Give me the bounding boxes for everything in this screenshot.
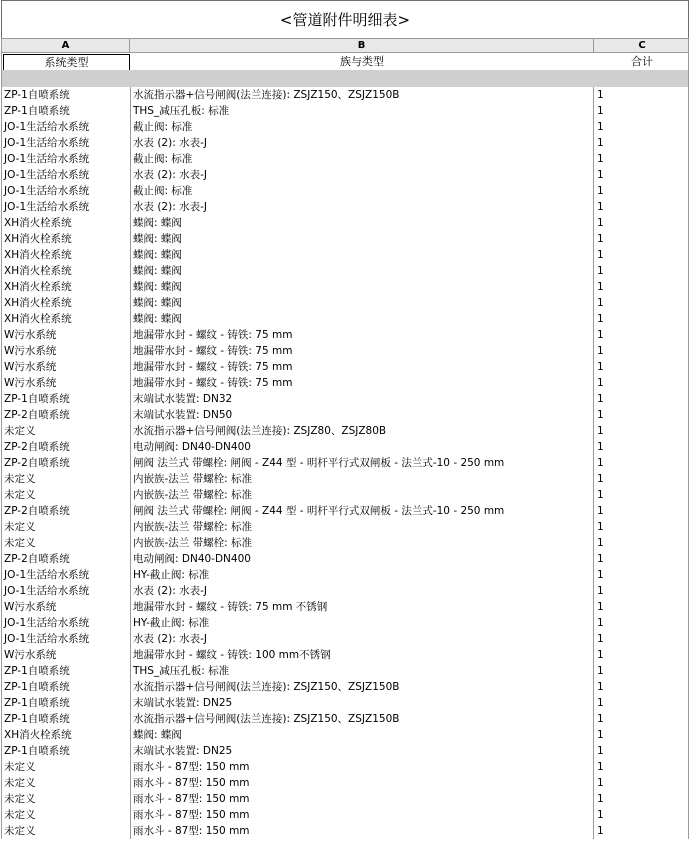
table-row[interactable] — [1, 823, 689, 839]
cell-system-type[interactable]: 未定义 — [4, 489, 36, 501]
cell-count[interactable]: 1 — [597, 569, 604, 581]
cell-system-type[interactable]: JO-1生活给水系统 — [4, 585, 90, 597]
cell-count[interactable]: 1 — [597, 473, 604, 485]
cell-system-type[interactable]: JO-1生活给水系统 — [4, 121, 90, 133]
cell-system-type[interactable]: 未定义 — [4, 521, 36, 533]
cell-system-type[interactable]: JO-1生活给水系统 — [4, 185, 90, 197]
cell-count[interactable]: 1 — [597, 489, 604, 501]
table-row[interactable] — [1, 103, 689, 119]
table-row[interactable] — [1, 487, 689, 503]
table-row[interactable] — [1, 711, 689, 727]
cell-family-type[interactable]: 地漏带水封 - 螺纹 - 铸铁: 75 mm — [130, 375, 594, 391]
table-row[interactable] — [1, 695, 689, 711]
cell-family-type[interactable]: 水流指示器+信号闸阀(法兰连接): ZSJZ150、ZSJZ150B — [130, 87, 594, 103]
cell-count[interactable]: 1 — [597, 185, 604, 197]
table-row[interactable] — [1, 439, 689, 455]
cell-system-type[interactable]: ZP-1自喷系统 — [4, 393, 70, 405]
cell-count[interactable]: 1 — [597, 169, 604, 181]
cell-count[interactable]: 1 — [597, 665, 604, 677]
cell-count[interactable]: 1 — [597, 745, 604, 757]
cell-count[interactable]: 1 — [597, 345, 604, 357]
cell-system-type[interactable]: 未定义 — [4, 825, 36, 837]
table-row[interactable] — [1, 135, 689, 151]
table-row[interactable] — [1, 503, 689, 519]
cell-system-type[interactable]: 未定义 — [4, 809, 36, 821]
cell-system-type[interactable]: XH消火栓系统 — [4, 281, 72, 293]
cell-family-type[interactable]: 水表 (2): 水表-J — [130, 199, 594, 215]
cell-system-type[interactable]: W污水系统 — [4, 649, 57, 661]
table-row[interactable] — [1, 807, 689, 823]
cell-system-type[interactable]: ZP-1自喷系统 — [4, 105, 70, 117]
cell-system-type[interactable]: XH消火栓系统 — [4, 233, 72, 245]
cell-system-type[interactable]: XH消火栓系统 — [4, 729, 72, 741]
table-row[interactable] — [1, 199, 689, 215]
cell-family-type[interactable]: 电动闸阀: DN40-DN400 — [130, 439, 594, 455]
cell-family-type[interactable]: 蝶阀: 蝶阀 — [130, 263, 594, 279]
cell-family-type[interactable]: 水表 (2): 水表-J — [130, 583, 594, 599]
table-row[interactable] — [1, 407, 689, 423]
cell-family-type[interactable]: 地漏带水封 - 螺纹 - 铸铁: 100 mm不锈钢 — [130, 647, 594, 663]
table-row[interactable] — [1, 119, 689, 135]
cell-family-type[interactable]: 水表 (2): 水表-J — [130, 135, 594, 151]
cell-system-type[interactable]: 未定义 — [4, 537, 36, 549]
cell-system-type[interactable]: ZP-1自喷系统 — [4, 665, 70, 677]
header-row — [1, 53, 689, 70]
table-row[interactable] — [1, 471, 689, 487]
table-row[interactable] — [1, 151, 689, 167]
cell-count[interactable]: 1 — [597, 809, 604, 821]
cell-system-type[interactable]: XH消火栓系统 — [4, 265, 72, 277]
table-row[interactable] — [1, 759, 689, 775]
table-row[interactable] — [1, 391, 689, 407]
cell-system-type[interactable]: 未定义 — [4, 425, 36, 437]
cell-family-type[interactable]: 水流指示器+信号闸阀(法兰连接): ZSJZ150、ZSJZ150B — [130, 679, 594, 695]
table-row[interactable] — [1, 167, 689, 183]
cell-family-type[interactable]: 末端试水装置: DN25 — [130, 743, 594, 759]
table-row[interactable] — [1, 599, 689, 615]
cell-system-type[interactable]: JO-1生活给水系统 — [4, 153, 90, 165]
cell-count[interactable]: 1 — [597, 121, 604, 133]
table-row[interactable] — [1, 615, 689, 631]
table-row[interactable] — [1, 647, 689, 663]
table-row[interactable] — [1, 375, 689, 391]
cell-family-type[interactable]: HY-截止阀: 标准 — [130, 567, 594, 583]
cell-count[interactable]: 1 — [597, 297, 604, 309]
cell-family-type[interactable]: 蝶阀: 蝶阀 — [130, 247, 594, 263]
table-row[interactable] — [1, 535, 689, 551]
cell-system-type[interactable]: W污水系统 — [4, 601, 57, 613]
cell-system-type[interactable]: XH消火栓系统 — [4, 313, 72, 325]
cell-system-type[interactable]: ZP-1自喷系统 — [4, 681, 70, 693]
cell-family-type[interactable]: 截止阀: 标准 — [130, 119, 594, 135]
cell-family-type[interactable]: THS_减压孔板: 标准 — [130, 103, 594, 119]
table-row[interactable] — [1, 567, 689, 583]
cell-count[interactable]: 1 — [597, 281, 604, 293]
cell-system-type[interactable]: W污水系统 — [4, 345, 57, 357]
cell-count[interactable]: 1 — [597, 361, 604, 373]
cell-count[interactable]: 1 — [597, 217, 604, 229]
cell-count[interactable]: 1 — [597, 537, 604, 549]
cell-family-type[interactable]: THS_减压孔板: 标准 — [130, 663, 594, 679]
cell-count[interactable]: 1 — [597, 777, 604, 789]
table-row[interactable] — [1, 359, 689, 375]
cell-count[interactable]: 1 — [597, 233, 604, 245]
cell-system-type[interactable]: ZP-2自喷系统 — [4, 553, 70, 565]
table-row[interactable] — [1, 231, 689, 247]
cell-system-type[interactable]: XH消火栓系统 — [4, 297, 72, 309]
cell-count[interactable]: 1 — [597, 649, 604, 661]
column-letter-c[interactable]: C — [638, 40, 646, 51]
cell-count[interactable]: 1 — [597, 457, 604, 469]
table-row[interactable] — [1, 663, 689, 679]
cell-system-type[interactable]: W污水系统 — [4, 377, 57, 389]
table-row[interactable] — [1, 455, 689, 471]
cell-count[interactable]: 1 — [597, 633, 604, 645]
cell-system-type[interactable]: ZP-2自喷系统 — [4, 505, 70, 517]
cell-system-type[interactable]: 未定义 — [4, 473, 36, 485]
cell-system-type[interactable]: JO-1生活给水系统 — [4, 617, 90, 629]
cell-family-type[interactable]: 截止阀: 标准 — [130, 151, 594, 167]
cell-family-type[interactable]: 蝶阀: 蝶阀 — [130, 279, 594, 295]
group-header-band — [1, 70, 689, 87]
cell-system-type[interactable]: ZP-2自喷系统 — [4, 409, 70, 421]
cell-family-type[interactable]: 雨水斗 - 87型: 150 mm — [130, 791, 594, 807]
cell-count[interactable]: 1 — [597, 105, 604, 117]
cell-family-type[interactable]: HY-截止阀: 标准 — [130, 615, 594, 631]
table-row[interactable] — [1, 343, 689, 359]
header-family-type[interactable]: 族与类型 — [340, 55, 384, 68]
table-row[interactable] — [1, 183, 689, 199]
table-row[interactable] — [1, 519, 689, 535]
cell-family-type[interactable]: 蝶阀: 蝶阀 — [130, 311, 594, 327]
table-row[interactable] — [1, 775, 689, 791]
cell-count[interactable]: 1 — [597, 793, 604, 805]
table-row[interactable] — [1, 631, 689, 647]
cell-count[interactable]: 1 — [597, 617, 604, 629]
table-row[interactable] — [1, 791, 689, 807]
cell-family-type[interactable]: 截止阀: 标准 — [130, 183, 594, 199]
cell-family-type[interactable]: 电动闸阀: DN40-DN400 — [130, 551, 594, 567]
cell-count[interactable]: 1 — [597, 601, 604, 613]
cell-family-type[interactable]: 水流指示器+信号闸阀(法兰连接): ZSJZ150、ZSJZ150B — [130, 711, 594, 727]
cell-system-type[interactable]: XH消火栓系统 — [4, 249, 72, 261]
cell-count[interactable]: 1 — [597, 329, 604, 341]
cell-family-type[interactable]: 内嵌族-法兰 带螺栓: 标准 — [130, 519, 594, 535]
cell-system-type[interactable]: XH消火栓系统 — [4, 217, 72, 229]
cell-count[interactable]: 1 — [597, 313, 604, 325]
header-system-type[interactable]: 系统类型 — [3, 54, 130, 71]
table-row[interactable] — [1, 263, 689, 279]
table-row[interactable] — [1, 583, 689, 599]
cell-count[interactable]: 1 — [597, 713, 604, 725]
cell-system-type[interactable]: W污水系统 — [4, 329, 57, 341]
cell-family-type[interactable]: 内嵌族-法兰 带螺栓: 标准 — [130, 535, 594, 551]
cell-family-type[interactable]: 水流指示器+信号闸阀(法兰连接): ZSJZ80、ZSJZ80B — [130, 423, 594, 439]
cell-family-type[interactable]: 闸阀 法兰式 带螺栓: 闸阀 - Z44 型 - 明杆平行式双闸板 - 法兰式-10 - 250 mm — [130, 503, 594, 519]
cell-count[interactable]: 1 — [597, 681, 604, 693]
cell-count[interactable]: 1 — [597, 137, 604, 149]
cell-family-type[interactable]: 地漏带水封 - 螺纹 - 铸铁: 75 mm — [130, 327, 594, 343]
cell-count[interactable]: 1 — [597, 249, 604, 261]
cell-family-type[interactable]: 蝶阀: 蝶阀 — [130, 295, 594, 311]
cell-family-type[interactable]: 雨水斗 - 87型: 150 mm — [130, 759, 594, 775]
cell-family-type[interactable]: 雨水斗 - 87型: 150 mm — [130, 807, 594, 823]
column-letter-b[interactable]: B — [130, 39, 594, 52]
cell-count[interactable]: 1 — [597, 393, 604, 405]
cell-count[interactable]: 1 — [597, 265, 604, 277]
cell-family-type[interactable]: 水表 (2): 水表-J — [130, 167, 594, 183]
cell-system-type[interactable]: ZP-1自喷系统 — [4, 713, 70, 725]
cell-family-type[interactable]: 末端试水装置: DN50 — [130, 407, 594, 423]
cell-system-type[interactable]: W污水系统 — [4, 361, 57, 373]
cell-family-type[interactable]: 地漏带水封 - 螺纹 - 铸铁: 75 mm — [130, 359, 594, 375]
table-row[interactable] — [1, 215, 689, 231]
cell-count[interactable]: 1 — [597, 409, 604, 421]
cell-family-type[interactable]: 内嵌族-法兰 带螺栓: 标准 — [130, 471, 594, 487]
table-row[interactable] — [1, 279, 689, 295]
cell-family-type[interactable]: 水表 (2): 水表-J — [130, 631, 594, 647]
column-letter-a[interactable]: A — [2, 39, 130, 52]
table-row[interactable] — [1, 423, 689, 439]
cell-family-type[interactable]: 内嵌族-法兰 带螺栓: 标准 — [130, 487, 594, 503]
cell-system-type[interactable]: JO-1生活给水系统 — [4, 633, 90, 645]
cell-count[interactable]: 1 — [597, 441, 604, 453]
table-row[interactable] — [1, 327, 689, 343]
cell-system-type[interactable]: 未定义 — [4, 793, 36, 805]
table-row[interactable] — [1, 551, 689, 567]
schedule-title-text: <管道附件明细表> — [279, 11, 411, 29]
table-row[interactable] — [1, 87, 689, 103]
cell-count[interactable]: 1 — [597, 505, 604, 517]
cell-count[interactable]: 1 — [597, 521, 604, 533]
cell-family-type[interactable]: 雨水斗 - 87型: 150 mm — [130, 823, 594, 839]
cell-count[interactable]: 1 — [597, 585, 604, 597]
cell-system-type[interactable]: JO-1生活给水系统 — [4, 569, 90, 581]
cell-count[interactable]: 1 — [597, 201, 604, 213]
cell-count[interactable]: 1 — [597, 153, 604, 165]
table-row[interactable] — [1, 727, 689, 743]
cell-count[interactable]: 1 — [597, 553, 604, 565]
cell-count[interactable]: 1 — [597, 697, 604, 709]
cell-family-type[interactable]: 末端试水装置: DN32 — [130, 391, 594, 407]
table-row[interactable] — [1, 247, 689, 263]
cell-count[interactable]: 1 — [597, 377, 604, 389]
cell-count[interactable]: 1 — [597, 425, 604, 437]
cell-family-type[interactable]: 蝶阀: 蝶阀 — [130, 215, 594, 231]
cell-system-type[interactable]: ZP-1自喷系统 — [4, 745, 70, 757]
table-row[interactable] — [1, 679, 689, 695]
cell-family-type[interactable]: 地漏带水封 - 螺纹 - 铸铁: 75 mm — [130, 343, 594, 359]
cell-family-type[interactable]: 蝶阀: 蝶阀 — [130, 727, 594, 743]
cell-system-type[interactable]: ZP-2自喷系统 — [4, 457, 70, 469]
cell-family-type[interactable]: 闸阀 法兰式 带螺栓: 闸阀 - Z44 型 - 明杆平行式双闸板 - 法兰式-10 - 250 mm — [130, 455, 594, 471]
schedule-title[interactable] — [1, 0, 689, 38]
cell-count[interactable]: 1 — [597, 761, 604, 773]
cell-family-type[interactable]: 末端试水装置: DN25 — [130, 695, 594, 711]
cell-family-type[interactable]: 蝶阀: 蝶阀 — [130, 231, 594, 247]
cell-family-type[interactable]: 雨水斗 - 87型: 150 mm — [130, 775, 594, 791]
cell-count[interactable]: 1 — [597, 89, 604, 101]
cell-count[interactable]: 1 — [597, 825, 604, 837]
cell-system-type[interactable]: 未定义 — [4, 777, 36, 789]
table-row[interactable] — [1, 295, 689, 311]
header-count[interactable]: 合计 — [631, 55, 653, 68]
cell-system-type[interactable]: JO-1生活给水系统 — [4, 137, 90, 149]
cell-count[interactable]: 1 — [597, 729, 604, 741]
table-row[interactable] — [1, 743, 689, 759]
cell-system-type[interactable]: JO-1生活给水系统 — [4, 201, 90, 213]
schedule-body — [1, 87, 689, 839]
column-letter-bar — [1, 38, 689, 53]
cell-family-type[interactable]: 地漏带水封 - 螺纹 - 铸铁: 75 mm 不锈钢 — [130, 599, 594, 615]
cell-system-type[interactable]: ZP-1自喷系统 — [4, 697, 70, 709]
cell-system-type[interactable]: ZP-1自喷系统 — [4, 89, 70, 101]
cell-system-type[interactable]: JO-1生活给水系统 — [4, 169, 90, 181]
cell-system-type[interactable]: ZP-2自喷系统 — [4, 441, 70, 453]
table-row[interactable] — [1, 311, 689, 327]
cell-system-type[interactable]: 未定义 — [4, 761, 36, 773]
